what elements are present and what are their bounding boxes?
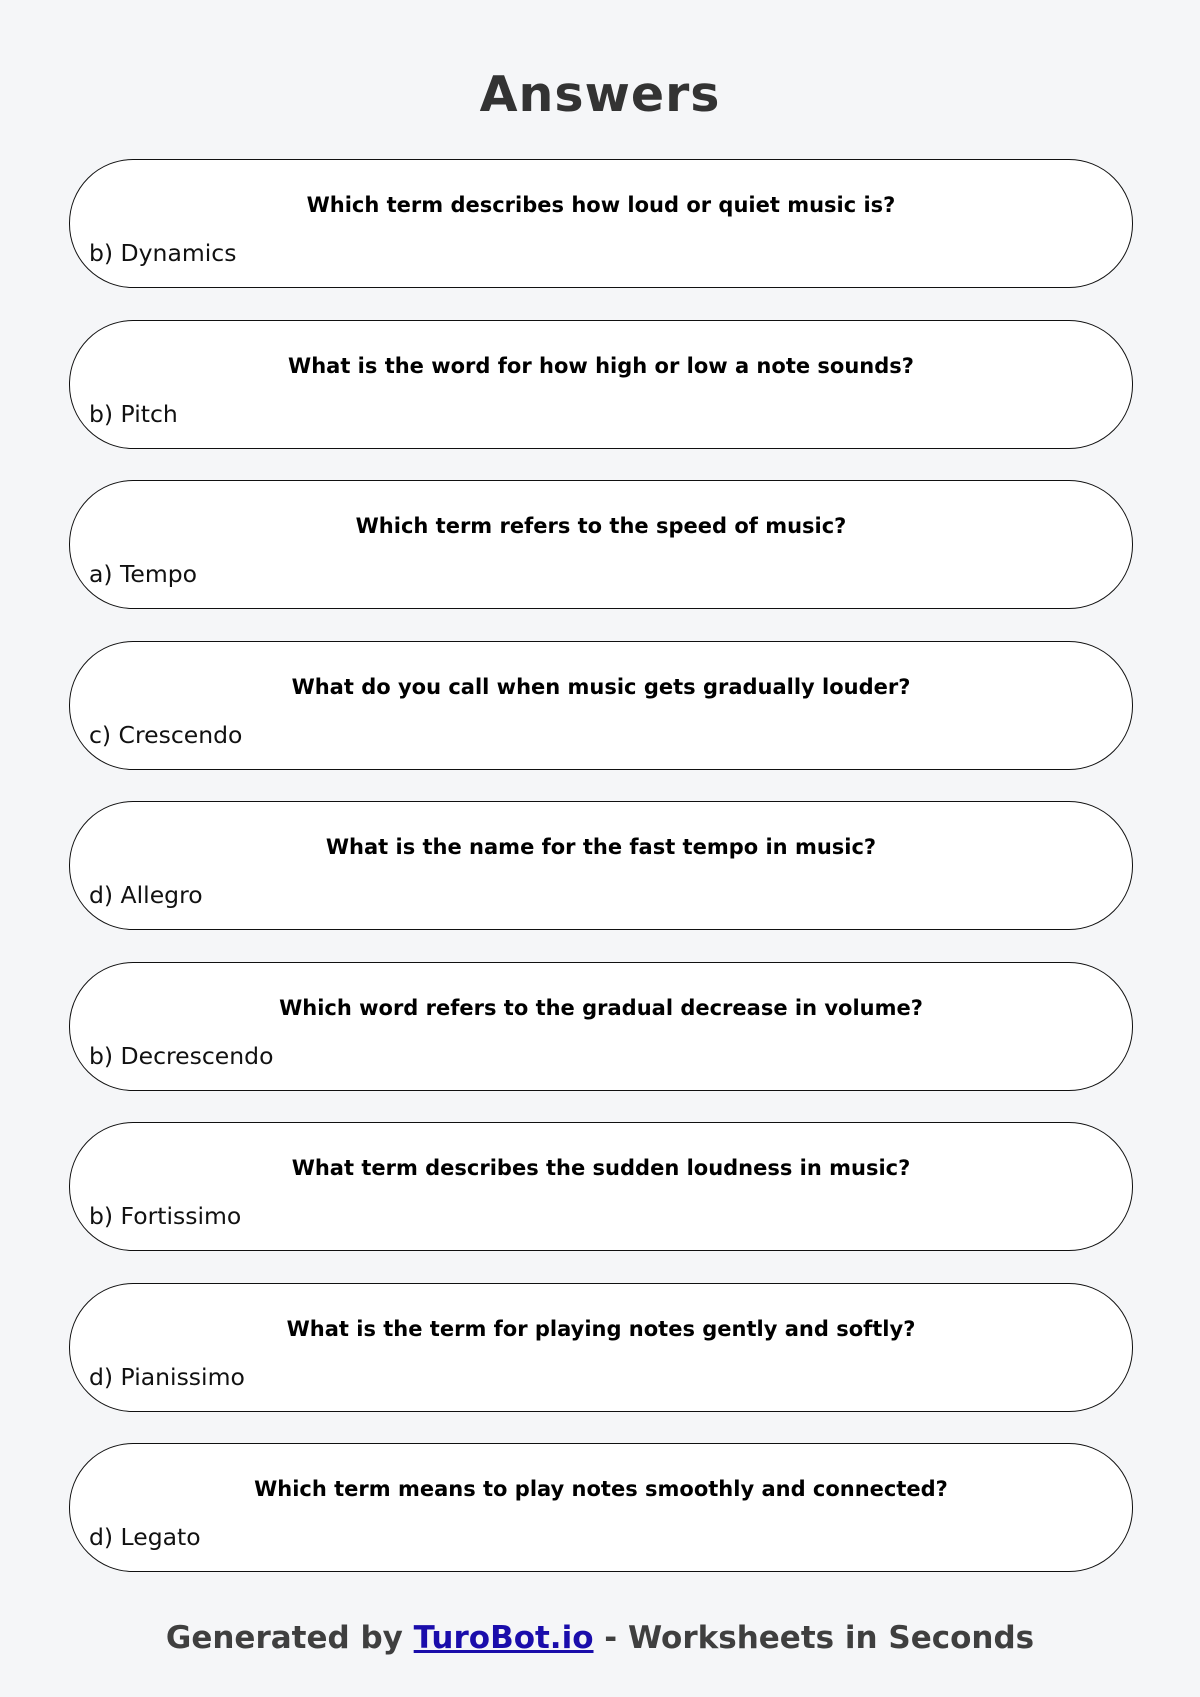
- answer-text: b) Fortissimo: [89, 1202, 242, 1230]
- question-text: What is the name for the fast tempo in music?: [325, 835, 877, 859]
- answer-text: c) Crescendo: [89, 720, 243, 749]
- footer: [0, 1616, 1200, 1660]
- footer-suffix: - Worksheets in Seconds: [593, 1620, 1035, 1656]
- question-text: Which word refers to the gradual decrease in volume?: [279, 995, 923, 1020]
- question-text: Which term means to play notes smoothly and connected?: [254, 1477, 948, 1501]
- answer-card: [69, 1122, 1133, 1251]
- answer-card: [69, 480, 1133, 609]
- question-text: Which term describes how loud or quiet music is?: [306, 193, 896, 217]
- question-text: What term describes the sudden loudness in music?: [291, 1156, 911, 1180]
- page-title: Answers: [479, 66, 721, 123]
- answer-text: d) Pianissimo: [89, 1362, 245, 1391]
- question-text: Which term refers to the speed of music?: [355, 514, 847, 538]
- answer-card: [69, 320, 1133, 449]
- answer-card: [69, 159, 1133, 288]
- turobot-link[interactable]: TuroBot.io: [413, 1620, 594, 1656]
- answer-text: b) Pitch: [89, 399, 178, 428]
- answer-card: [69, 801, 1133, 930]
- answer-list: [69, 159, 1133, 1604]
- answer-card: [69, 1283, 1133, 1412]
- answer-text: a) Tempo: [89, 560, 198, 588]
- answer-card: [69, 1443, 1133, 1572]
- question-text: What do you call when music gets gradually louder?: [291, 674, 911, 699]
- footer-prefix: Generated by: [165, 1620, 414, 1656]
- answer-text: b) Decrescendo: [89, 1041, 274, 1070]
- question-text: What is the term for playing notes gently and softly?: [286, 1316, 916, 1341]
- question-text: What is the word for how high or low a note sounds?: [288, 353, 914, 378]
- answer-card: [69, 641, 1133, 770]
- answer-text: d) Legato: [89, 1523, 201, 1551]
- answer-card: [69, 962, 1133, 1091]
- answer-text: d) Allegro: [89, 881, 203, 909]
- answer-text: b) Dynamics: [89, 239, 237, 267]
